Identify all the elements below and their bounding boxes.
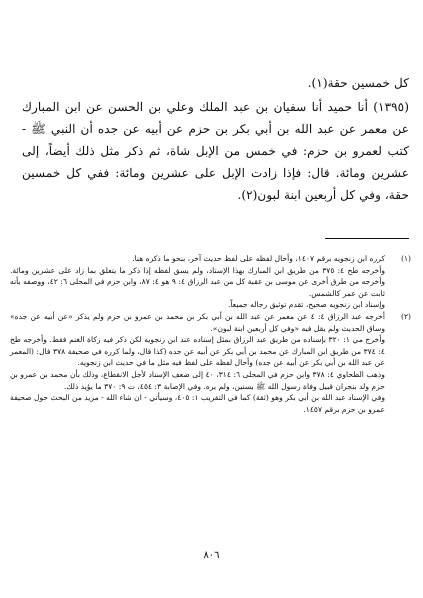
- footnote-2-body: [10, 311, 385, 369]
- footnote-1-number: (١): [400, 254, 411, 263]
- hadith-1395-paragraph: (١٣٩٥) أنا حميد أنا سفيان بن عبد الملك وعلي بن الحسن عن ابن المبارك عن معمر عن عبد الله بن أبي بكر بن حزم عن أبيه عن جده أن النبي ﷺ - كتب لعمرو بن حزم: في خمس من الإبل شاة، ثم ذكر مثل ذلك أيضاً، إلى عشرين ومائة. قال: فإذا زادت الإبل على عشرين ومائة: ففي كل خمسين حقة، وفي كل أربعين ابنة لبون(٢).: [22, 100, 409, 202]
- footnote-separator: [325, 238, 409, 239]
- footnote-2: [10, 311, 411, 369]
- footnote-paragraph: وأخرجه طح ٤: ٣٧٥ من طريق ابن المبارك بهذا الإسناد، ولم يسق لفظه إذا ذكر ما يتعلق بما زاد على عشرين ومائة. وأخرجه من طرق أخرى عن موسى بن عقبة كل من عبد الرزاق ٤: ٩ هو ٤: ٨٧، وابن حزم في المحلى ٦: ٤٢، ووصفه بأنه ثابت عن عمر كالشمس.: [10, 265, 386, 298]
- footnote-2-number: (٢): [400, 311, 411, 321]
- footnote-paragraph: وإسناد ابن زنجويه صحيح، تقدم توثيق رجاله جميعاً.: [227, 300, 385, 310]
- footnote-2-continuation: [10, 369, 411, 415]
- page-number: ٨٠٦: [203, 550, 220, 561]
- footnote-paragraph: أخرجه عبد الرزاق ٤: ٤ عن معمر عن عبد الله بن أبي بكر بن محمد بن عمرو بن حزم ولم يذكر «عن أبيه عن جده» وساق الحديث ولم يقل فيه «وفي كل أربعين ابنة لبون».: [10, 311, 385, 333]
- footnote-paragraph: وفي الإسناد عبد الله بن أبي بكر وهو (ثقة) كما في التقريب ١: ٤٠٥، وسيأتي - ان شاء الله - مزيد من البحث حول صحيفة عمرو بن حزم برقم ١٤٥٧.: [10, 393, 385, 414]
- footnotes: [10, 253, 411, 415]
- footnote-1-body: [10, 253, 385, 311]
- footnote-paragraph: كرره ابن زنجويه برقم ١٤٠٧، وأحال لفظه على لفظ حديث آخر، بنحو ما ذكره هنا.: [132, 254, 385, 263]
- footnote-paragraph: وأخرج مي ١: ٣٢٠ بإسناده من طريق عبد الرزاق بمثل إسناده عند ابن زنجويه لكن ذكر فيه زكاة الغنم فقط. وأخرجه طح ٤: ٣٧٤ من طريق ابن المبارك عن محمد بن أبي بكر عن أبيه عن جده (كذا قال، ولما كرره في صحيفة ٣٧٨ قال: (المعمر عن عبد الله بن أبي بكر عن أبيه عن جده) وأحال لفظه على لفظ فيه مثل ما في حديث ابن زنجويه.: [10, 335, 385, 368]
- footnote-paragraph: وذهب الطحاوي ٤: ٣٧٨ وابن حزم في المحلى ٦: ٣١٤، ٤٠ إلى ضعف الإسناد لأجل الانقطاع، وذلك بأن محمد بن عمرو بن حزم ولد بنجران قبيل وفاة رسول الله ﷺ بسنين، ولم يره. وفي الإصابة ٣: ٤٥٤، ت ٩: ٣٧٠ ما يؤيد ذلك.: [10, 369, 385, 391]
- main-text-opening-line: كل خمسين حقة(١).: [307, 76, 409, 90]
- main-text: [22, 72, 409, 206]
- footnote-1: [10, 253, 411, 311]
